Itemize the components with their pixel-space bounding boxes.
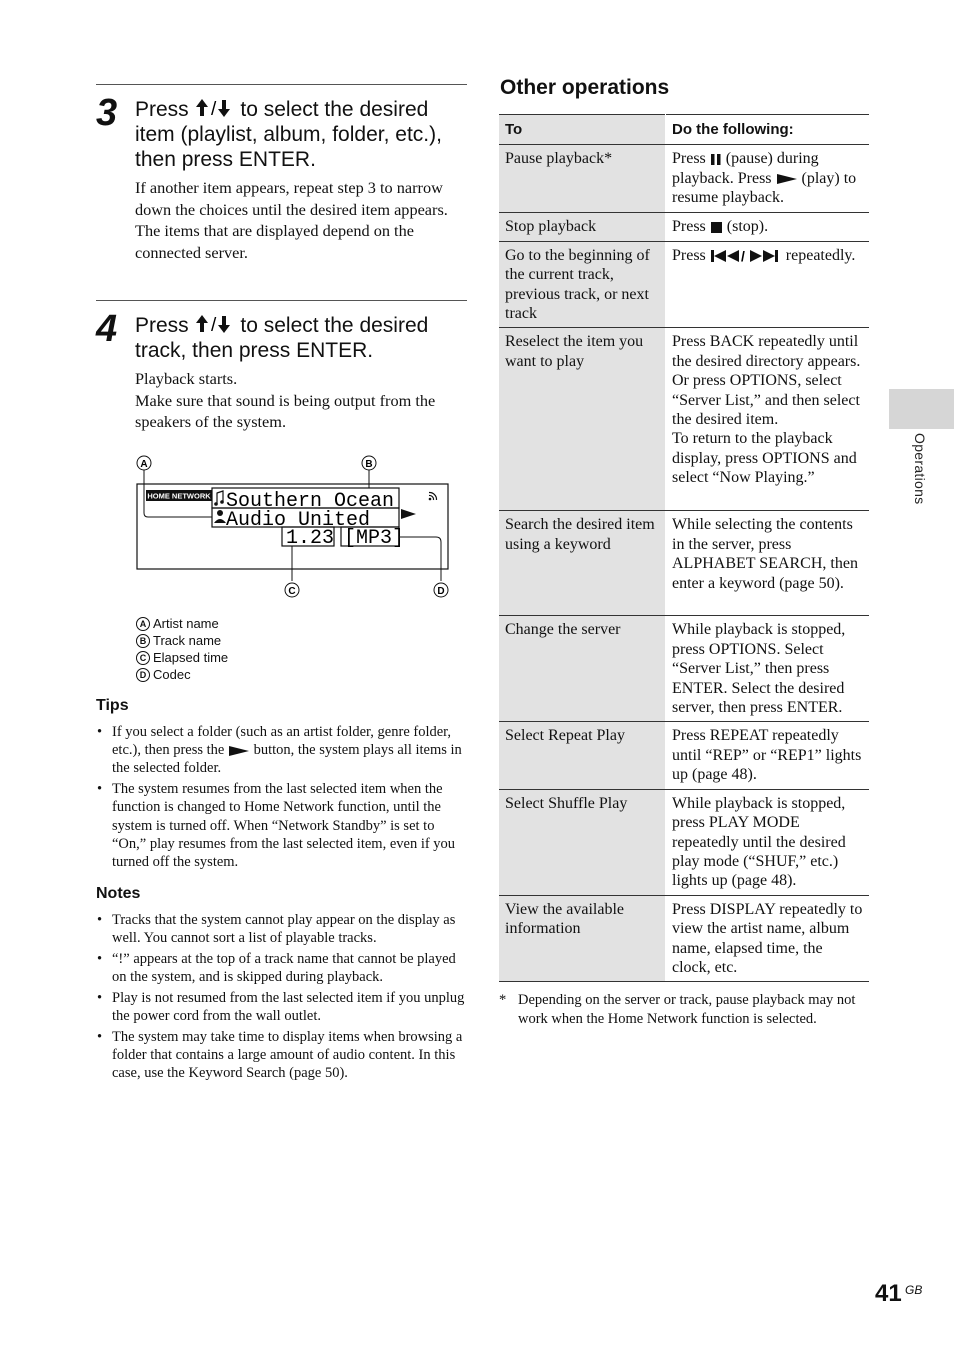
notes-heading: Notes <box>96 885 141 902</box>
table-row <box>499 145 869 213</box>
svg-text:/: / <box>210 99 216 119</box>
cell-text: (pause) during playback. Press <box>672 150 819 187</box>
legend-letter: A <box>136 617 150 631</box>
column-header-to: To <box>499 115 666 145</box>
step-4-body-line2: Make sure that sound is being output from the speakers of the system. <box>135 390 436 431</box>
other-operations-title: Other operations <box>500 76 670 99</box>
cell-text: (play) to resume playback. <box>672 169 857 207</box>
display-legend <box>136 615 228 683</box>
cell-to: Go to the beginning of the current track, previous track, or next track <box>499 241 666 328</box>
cell-to: Pause playback* <box>499 145 666 213</box>
cell-to: Reselect the item you want to play <box>499 328 666 511</box>
cell-text: repeatedly. <box>785 246 856 264</box>
cell-to: Select Repeat Play <box>499 722 666 789</box>
list-item <box>96 723 468 778</box>
legend-item <box>136 615 228 632</box>
step-4-rule <box>96 300 467 301</box>
page-number: 41 <box>875 1280 902 1307</box>
up-down-arrow-icon <box>195 98 235 118</box>
notes-list <box>96 911 468 1085</box>
svg-text:A: A <box>140 459 148 470</box>
step-3-heading <box>135 97 470 172</box>
callout-c <box>285 583 299 597</box>
legend-item <box>136 632 228 649</box>
skip-previous-next-icon <box>710 249 782 263</box>
page-number-suffix: GB <box>905 1283 923 1297</box>
cell-text: Press <box>672 150 706 168</box>
table-row <box>499 722 869 789</box>
column-header-do: Do the following: <box>666 115 870 145</box>
list-item: • Play is not resumed from the last selected item if you unplug the power cord from the wall outlet. <box>96 989 468 1025</box>
display-codec: [MP3] <box>344 527 405 550</box>
cell-to: Select Shuffle Play <box>499 789 666 895</box>
legend-letter: C <box>136 651 150 665</box>
stop-icon <box>710 221 723 234</box>
list-item: • The system resumes from the last selected item when the function is changed to Home Network function, until the system is turned off. When “Network Standby” is set to “On,” play resumes from the last selected item, even if you turned off the system. <box>96 780 468 871</box>
table-row <box>499 511 869 616</box>
display-elapsed-time: 1.23 <box>286 527 335 550</box>
step-3-heading-text: to select the desired item (playlist, album, folder, etc.), then press ENTER. <box>135 98 442 171</box>
svg-text:/: / <box>740 249 745 264</box>
legend-letter: B <box>136 634 150 648</box>
callout-b <box>362 456 376 470</box>
table-row <box>499 895 869 982</box>
pause-icon <box>710 153 722 166</box>
cell-do: Press BACK repeatedly until the desired directory appears. Or press OPTIONS, select “Server List,” and then select the desired item. To return to the playback display, press OPTIONS and select “Now Playing.” <box>666 328 870 511</box>
footnote-text: Depending on the server or track, pause playback may not work when the Home Network function is selected. <box>518 992 856 1027</box>
legend-label: Codec <box>153 667 191 682</box>
table-row <box>499 616 869 722</box>
cell-text: Press <box>672 218 706 236</box>
table-header-row <box>499 115 869 145</box>
cell-do: While playback is stopped, press PLAY MODE repeatedly until the desired play mode (“SHUF,” etc.) lights up (page 48). <box>666 789 870 895</box>
svg-text:C: C <box>288 586 296 597</box>
legend-label: Track name <box>153 633 222 648</box>
cell-do <box>666 241 870 328</box>
table-row <box>499 789 869 895</box>
legend-item <box>136 666 228 683</box>
play-icon <box>228 745 250 757</box>
step-3-number: 3 <box>96 92 118 134</box>
step-4-body <box>135 368 470 433</box>
step-4-number: 4 <box>96 308 118 350</box>
list-item: • Tracks that the system cannot play appear on the display as well. You cannot sort a list of playable tracks. <box>96 911 468 947</box>
svg-text:/: / <box>210 315 216 335</box>
up-down-arrow-icon <box>195 314 235 334</box>
display-artist-name: Audio United <box>226 509 371 532</box>
step-4-body-line1: Playback starts. <box>135 369 238 388</box>
cell-to: Change the server <box>499 616 666 722</box>
legend-item <box>136 649 228 666</box>
tip-1-text-a: If you select a folder (such as an artist folder, genre folder, etc.), then press the <box>112 724 452 759</box>
cell-do: While selecting the contents in the server, press ALPHABET SEARCH, then enter a keyword (page 50). <box>666 511 870 616</box>
table-row <box>499 241 869 328</box>
callout-d <box>434 583 448 597</box>
legend-letter: D <box>136 668 150 682</box>
footnote <box>499 991 871 1029</box>
step-3-press: Press <box>135 98 189 121</box>
section-tab <box>889 389 954 429</box>
list-item: • The system may take time to display items when browsing a folder that contains a large amount of audio content. In this case, use the Keyword Search (page 50). <box>96 1028 468 1083</box>
display-illustration <box>130 450 460 605</box>
cell-do <box>666 213 870 241</box>
step-3-rule <box>96 84 467 85</box>
cell-do <box>666 145 870 213</box>
tips-list <box>96 723 468 874</box>
table-row <box>499 328 869 511</box>
section-label: Operations <box>912 433 928 505</box>
svg-text:D: D <box>437 586 445 597</box>
cell-do: Press REPEAT repeatedly until “REP” or “REP1” lights up (page 48). <box>666 722 870 789</box>
play-icon <box>776 173 798 185</box>
cell-do: While playback is stopped, press OPTIONS. Select “Server List,” then press ENTER. Select the desired server, then press ENTER. <box>666 616 870 722</box>
step-4-heading <box>135 313 470 363</box>
legend-label: Elapsed time <box>153 650 229 665</box>
legend-label: Artist name <box>153 616 219 631</box>
footnote-mark: * <box>499 992 507 1008</box>
cell-to: View the available information <box>499 895 666 982</box>
step-3-body: If another item appears, repeat step 3 to narrow down the choices until the desired item appears. The items that are displayed depend on the connected server. <box>135 178 448 262</box>
svg-text:B: B <box>365 459 373 470</box>
home-network-badge-text: HOME NETWORK <box>147 491 211 501</box>
step-4-press: Press <box>135 314 189 337</box>
cell-to: Search the desired item using a keyword <box>499 511 666 616</box>
cell-text: Press <box>672 246 706 264</box>
cell-to: Stop playback <box>499 213 666 241</box>
artist-icon <box>217 510 223 516</box>
callout-a <box>137 456 151 470</box>
tip-1-text-b: button, the system plays all items in the selected folder. <box>112 742 462 777</box>
list-item: • “!” appears at the top of a track name that cannot be played on the system, and is skipped during playback. <box>96 950 468 986</box>
table-row <box>499 213 869 241</box>
tips-heading: Tips <box>96 697 129 714</box>
cell-text: (stop). <box>726 218 769 236</box>
operations-table <box>499 114 869 982</box>
cell-do: Press DISPLAY repeatedly to view the artist name, album name, elapsed time, the clock, etc. <box>666 895 870 982</box>
step-4-heading-text: to select the desired track, then press ENTER. <box>135 314 429 362</box>
display-track-name: Southern Ocean <box>226 490 395 513</box>
